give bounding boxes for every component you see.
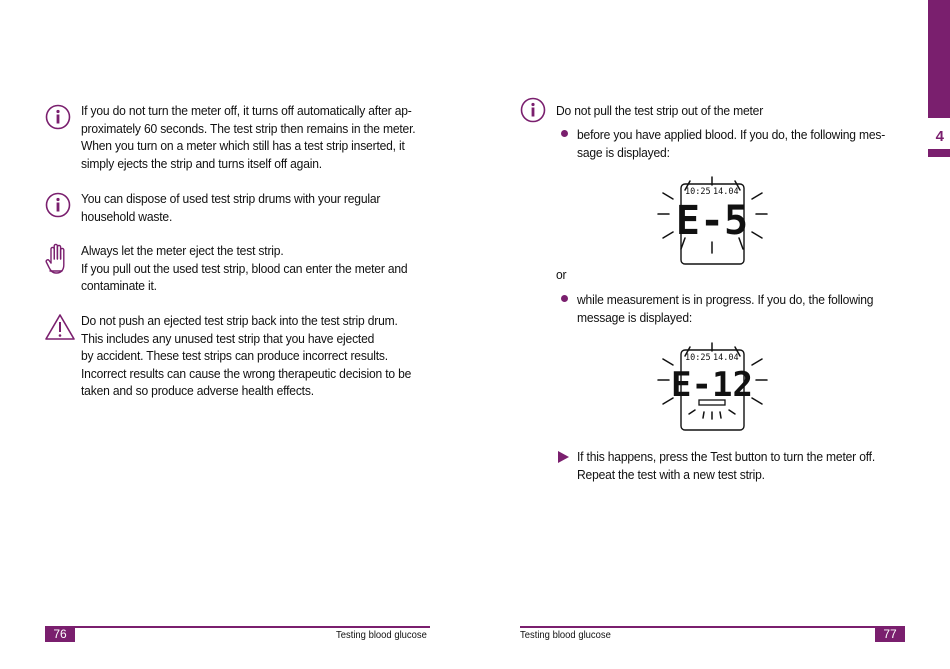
warning-triangle-icon bbox=[44, 313, 76, 341]
page-number: 76 bbox=[45, 627, 75, 642]
warning-paragraph: Do not push an ejected test strip back into the test strip drum. This includes any unused test strip that you have ejected by accident. These test strips can produce incorrect results. Incorrect results can cause the wrong therapeutic decision to be taken and so produce adverse health effects. bbox=[81, 313, 412, 399]
info-icon bbox=[45, 104, 71, 130]
footer-title: Testing blood glucose bbox=[520, 629, 611, 641]
footer-rule bbox=[520, 626, 905, 628]
display-error-code: E-12 bbox=[671, 365, 753, 405]
footer-title: Testing blood glucose bbox=[336, 629, 427, 641]
display-time: 10:25 bbox=[685, 353, 711, 363]
info-icon bbox=[520, 97, 546, 123]
bullet-during-measurement: while measurement is in progress. If you do, the following message is displayed: bbox=[577, 292, 874, 325]
bullet-dot-icon bbox=[561, 295, 568, 302]
hand-stop-icon bbox=[45, 242, 69, 276]
chapter-tab-bar bbox=[928, 0, 950, 118]
hand-note-paragraph: Always let the meter eject the test strip. If you pull out the used test strip, blood can enter the meter and contaminate it. bbox=[81, 243, 408, 294]
or-text: or bbox=[556, 267, 567, 282]
action-step: If this happens, press the Test button to turn the meter off. Repeat the test with a new test strip. bbox=[577, 449, 876, 482]
chapter-tab-marker bbox=[928, 149, 950, 157]
meter-display-e5 bbox=[655, 176, 770, 266]
display-date: 14.04 bbox=[713, 187, 739, 197]
bullet-dot-icon bbox=[561, 130, 568, 137]
bullet-before-blood: before you have applied blood. If you do, the following mes- sage is displayed: bbox=[577, 127, 886, 160]
meter-display-e12 bbox=[655, 342, 770, 432]
info-paragraph-disposal: You can dispose of used test strip drums with your regular household waste. bbox=[81, 191, 381, 224]
display-time: 10:25 bbox=[685, 187, 711, 197]
footer-rule bbox=[45, 626, 430, 628]
info-heading: Do not pull the test strip out of the meter bbox=[556, 103, 764, 118]
action-arrow-icon bbox=[558, 451, 569, 463]
chapter-tab-number: 4 bbox=[935, 128, 944, 145]
page-number: 77 bbox=[875, 627, 905, 642]
display-date: 14.04 bbox=[713, 353, 739, 363]
info-paragraph-auto-off: If you do not turn the meter off, it turns off automatically after ap- proximately 60 seconds. The test strip then remains in the meter. When you turn on a meter which still has a test strip inserted, it simply ejects the strip and turns itself off again. bbox=[81, 103, 416, 171]
info-icon bbox=[45, 192, 71, 218]
display-error-code: E-5 bbox=[675, 198, 749, 244]
